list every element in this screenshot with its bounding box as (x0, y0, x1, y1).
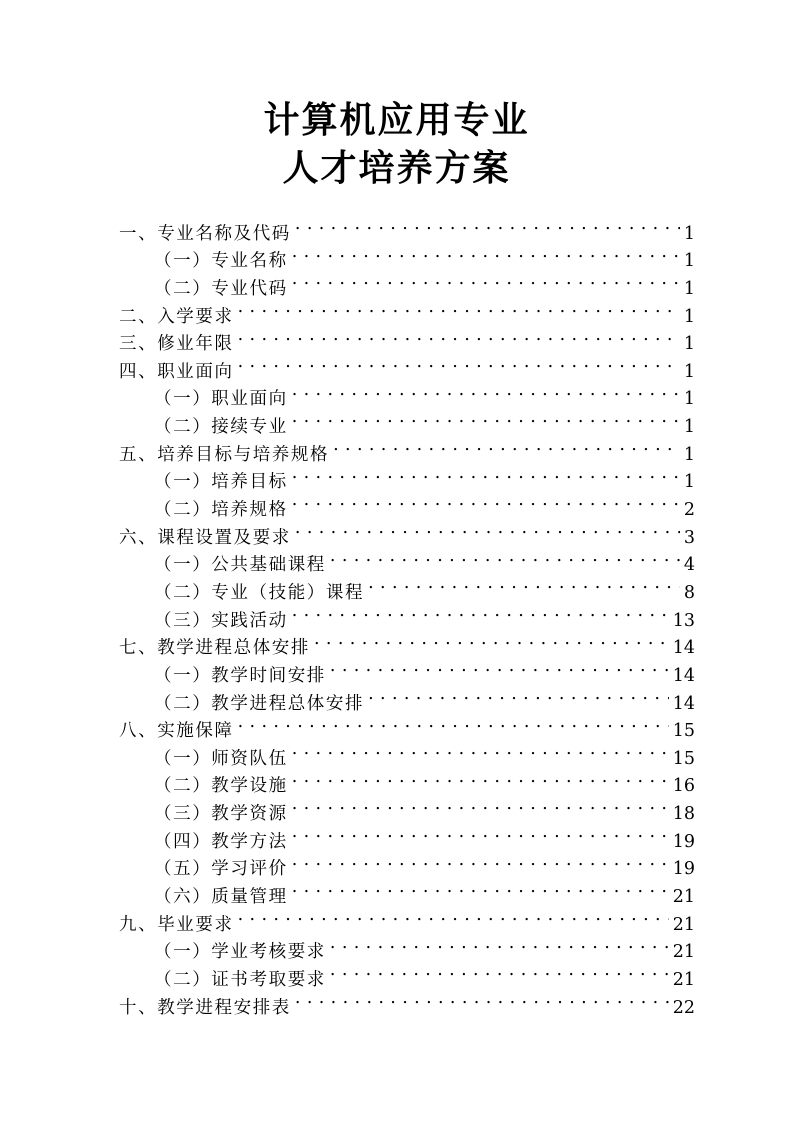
toc-page-number: 13 (672, 610, 695, 631)
toc-entry-label: （二）专业（技能）课程 (154, 582, 365, 603)
toc-page-number: 8 (683, 582, 695, 603)
toc-dot-leader (292, 377, 680, 405)
toc-page-number: 1 (683, 472, 695, 493)
toc-page-number: 21 (672, 887, 695, 908)
toc-page-number: 1 (683, 306, 695, 327)
toc-dot-leader (238, 322, 680, 350)
toc-dot-leader (292, 460, 680, 488)
toc-entry-label: （一）专业名称 (154, 251, 288, 272)
toc-entry-label: 七、教学进程总体安排 (119, 638, 310, 659)
toc-section-entry[interactable] (119, 211, 695, 244)
toc-entry-label: （一）职业面向 (154, 389, 288, 410)
toc-entry-label: （四）教学方法 (154, 831, 288, 852)
toc-entry-label: （五）学习评价 (154, 859, 288, 880)
toc-entry-label: 五、培养目标与培养规格 (119, 444, 330, 465)
toc-page-number: 19 (672, 859, 695, 880)
toc-page-number: 1 (683, 334, 695, 355)
toc-entry-label: （一）教学时间安排 (154, 665, 326, 686)
toc-page-number: 21 (672, 969, 695, 990)
toc-entry-label: （二）培养规格 (154, 500, 288, 521)
toc-dot-leader (292, 598, 669, 626)
toc-dot-leader (238, 294, 680, 322)
toc-dot-leader (295, 985, 669, 1013)
toc-dot-leader (292, 266, 680, 294)
toc-entry-label: 四、职业面向 (119, 361, 234, 382)
toc-dot-leader (368, 681, 669, 709)
toc-dot-leader (292, 791, 669, 819)
table-of-contents (119, 211, 695, 1018)
toc-dot-leader (238, 349, 680, 377)
toc-entry-label: （一）培养目标 (154, 472, 288, 493)
toc-entry-label: （一）师资队伍 (154, 748, 288, 769)
toc-page-number: 15 (672, 721, 695, 742)
toc-page-number: 1 (683, 251, 695, 272)
toc-entry-label: （六）质量管理 (154, 887, 288, 908)
toc-page-number: 22 (672, 997, 695, 1018)
toc-page-number: 15 (672, 748, 695, 769)
toc-dot-leader (295, 515, 680, 543)
toc-dot-leader (292, 487, 680, 515)
toc-entry-label: 十、教学进程安排表 (119, 997, 291, 1018)
toc-page-number: 16 (672, 776, 695, 797)
toc-page-number: 14 (672, 665, 695, 686)
toc-dot-leader (330, 543, 680, 571)
toc-entry-label: （二）教学设施 (154, 776, 288, 797)
toc-page-number: 1 (683, 444, 695, 465)
toc-entry-label: 二、入学要求 (119, 306, 234, 327)
toc-entry-label: （一）学业考核要求 (154, 942, 326, 963)
toc-entry-label: 八、实施保障 (119, 721, 234, 742)
toc-entry-label: （二）接续专业 (154, 417, 288, 438)
toc-page-number: 1 (683, 223, 695, 244)
toc-dot-leader (330, 957, 669, 985)
toc-dot-leader (238, 709, 669, 737)
toc-page-number: 4 (683, 555, 695, 576)
toc-dot-leader (292, 736, 669, 764)
toc-page-number: 1 (683, 417, 695, 438)
toc-dot-leader (292, 239, 680, 267)
toc-dot-leader (295, 211, 680, 239)
toc-page-number: 21 (672, 942, 695, 963)
toc-dot-leader (292, 819, 669, 847)
toc-dot-leader (314, 626, 669, 654)
toc-dot-leader (292, 404, 680, 432)
toc-page-number: 1 (683, 278, 695, 299)
document-title-line-1: 计算机应用专业 (263, 100, 530, 141)
toc-dot-leader (292, 874, 669, 902)
toc-page-number: 1 (683, 389, 695, 410)
toc-entry-label: 一、专业名称及代码 (119, 223, 291, 244)
toc-page-number: 21 (672, 914, 695, 935)
toc-page-number: 3 (683, 527, 695, 548)
toc-dot-leader (238, 902, 669, 930)
toc-dot-leader (330, 653, 669, 681)
toc-entry-label: （一）公共基础课程 (154, 555, 326, 576)
toc-dot-leader (333, 432, 680, 460)
toc-dot-leader (292, 764, 669, 792)
document-title-line-2: 人才培养方案 (282, 148, 511, 189)
toc-dot-leader (292, 847, 669, 875)
toc-entry-label: （二）教学进程总体安排 (154, 693, 365, 714)
toc-entry-label: （二）专业代码 (154, 278, 288, 299)
toc-page-number: 19 (672, 831, 695, 852)
toc-page-number: 2 (683, 500, 695, 521)
toc-page-number: 18 (672, 804, 695, 825)
toc-dot-leader (330, 930, 669, 958)
toc-page-number: 14 (672, 638, 695, 659)
toc-entry-label: 三、修业年限 (119, 334, 234, 355)
toc-page-number: 1 (683, 361, 695, 382)
toc-page-number: 14 (672, 693, 695, 714)
toc-dot-leader (368, 570, 680, 598)
toc-entry-label: 九、毕业要求 (119, 914, 234, 935)
toc-entry-label: （三）教学资源 (154, 804, 288, 825)
toc-entry-label: 六、课程设置及要求 (119, 527, 291, 548)
toc-entry-label: （三）实践活动 (154, 610, 288, 631)
toc-entry-label: （二）证书考取要求 (154, 969, 326, 990)
